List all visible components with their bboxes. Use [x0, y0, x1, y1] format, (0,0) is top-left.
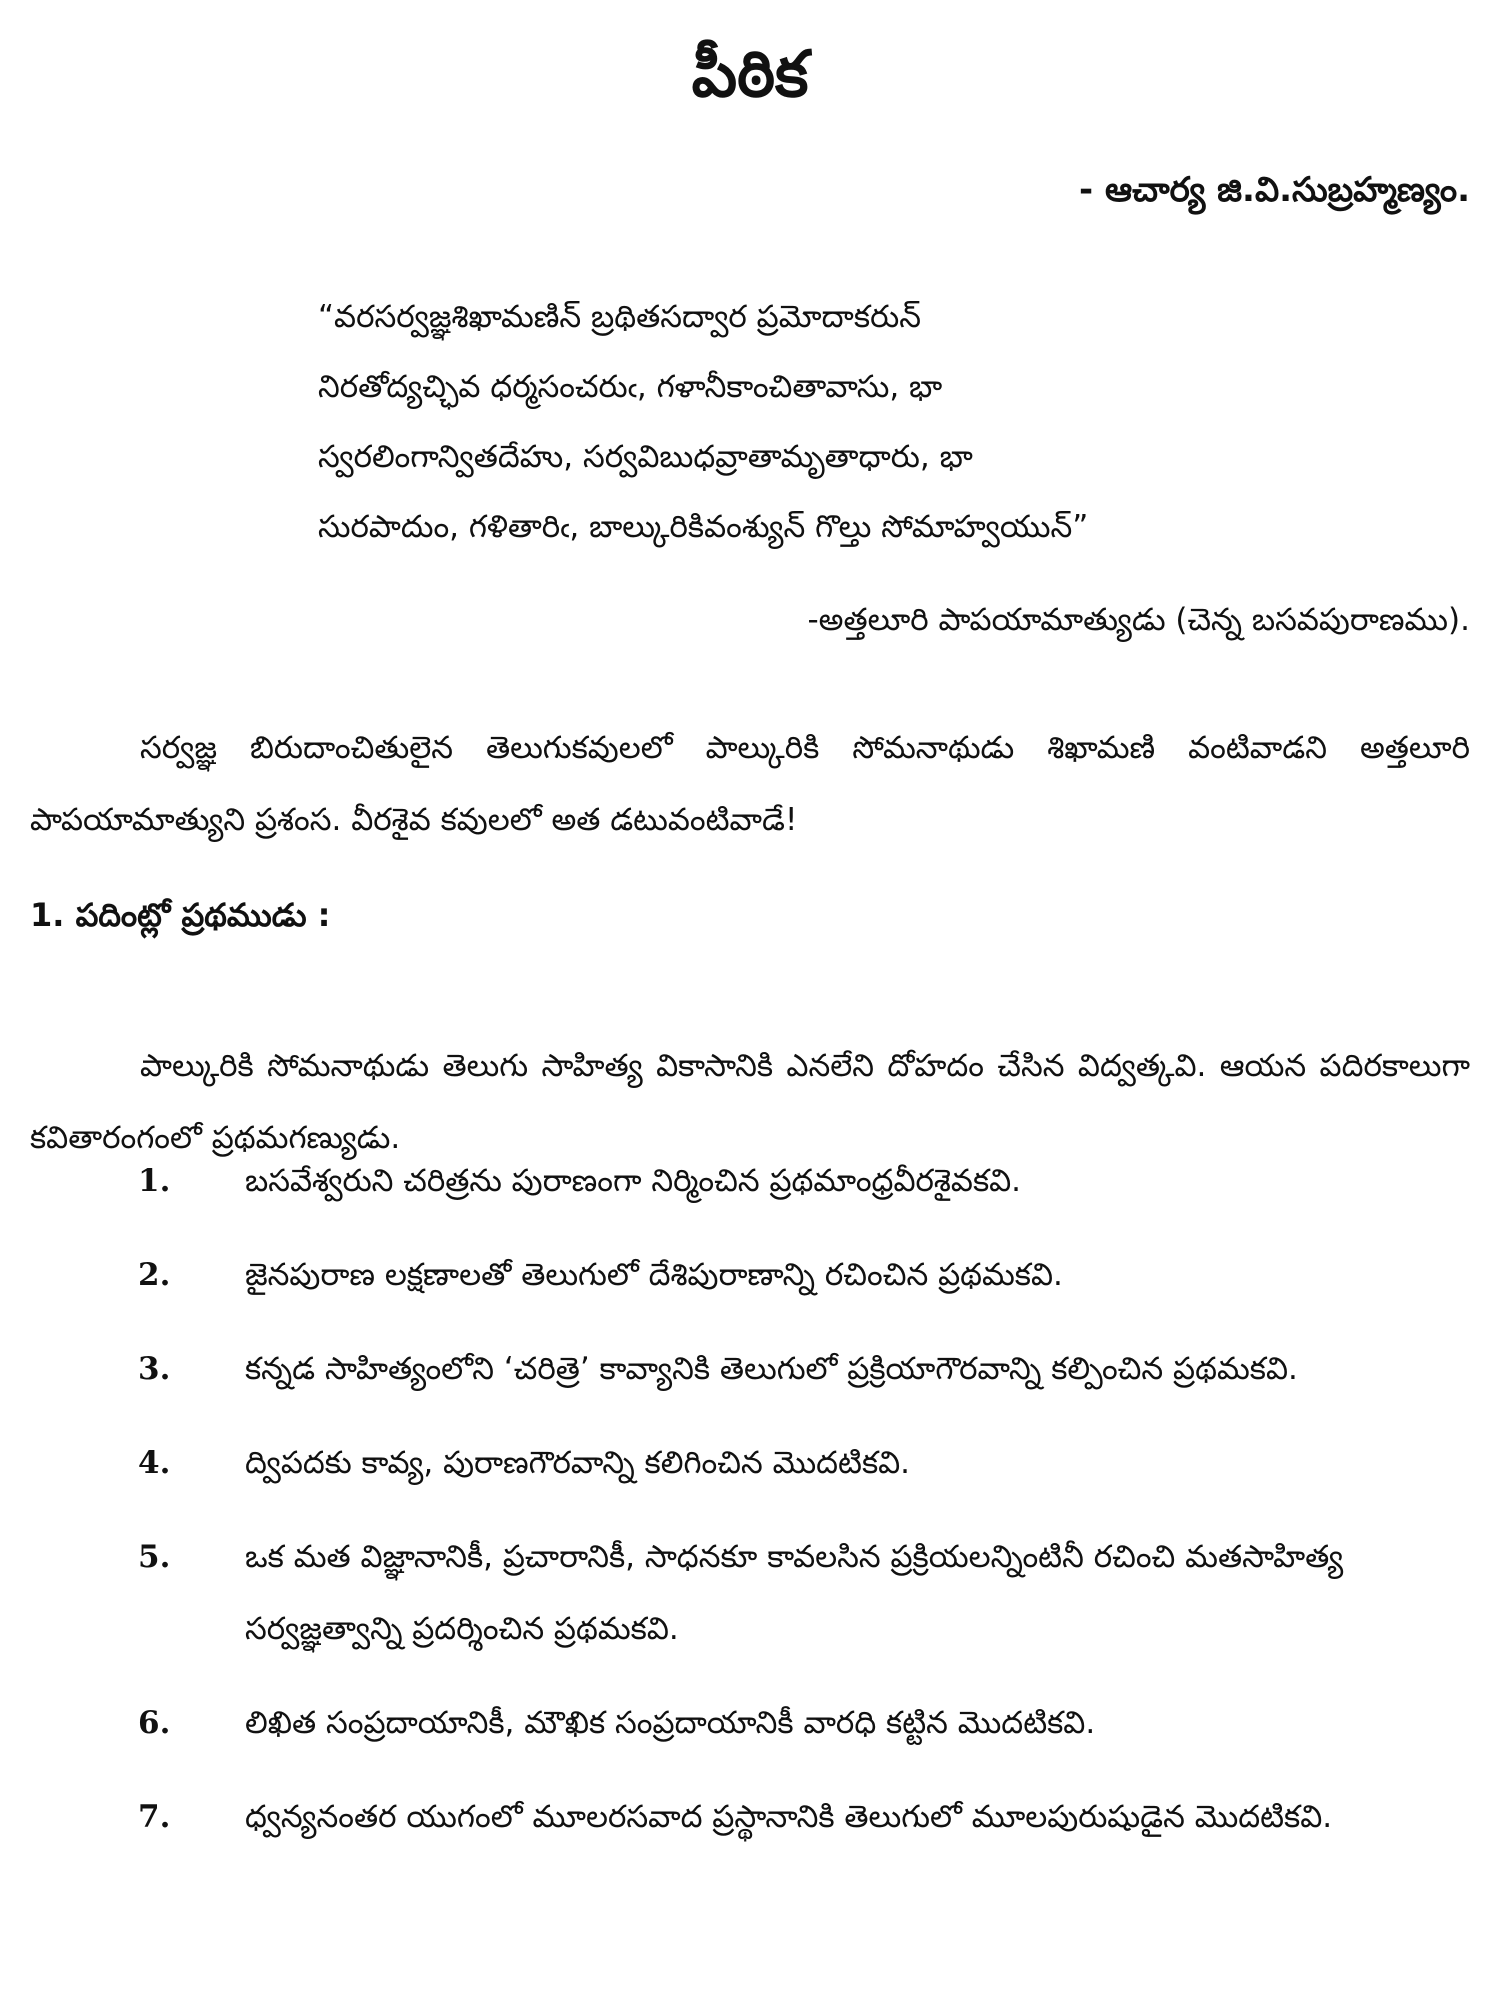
intro-paragraph-text: సర్వజ్ఞ బిరుదాంచితులైన తెలుగుకవులలో పాల్కురికి సోమనాథుడు శిఖామణి వంటివాడని అత్తలూరి పాపయామాత్యుని ప్రశంస. వీరశైవ కవులలో అత డటువంటివాడే!: [30, 730, 1470, 838]
page-title: పీఠిక: [691, 38, 809, 112]
verse-line-4: సురపాదుం, గళితారిఁ, బాల్కురికివంశ్యున్ గొల్తు సోమాహ్వయున్”: [318, 509, 1089, 545]
list-item: [0, 1427, 1500, 1499]
list-item-text: లిఖిత సంప్రదాయానికీ, మౌఖిక సంప్రదాయానికీ వారధి కట్టిన మొదటికవి.: [245, 1705, 1096, 1741]
verse-source: -అత్తలూరి పాపయామాత్యుడు (చెన్న బసవపురాణము).: [807, 602, 1470, 638]
intro-paragraph: [30, 712, 1470, 856]
list-item-text: కన్నడ సాహిత్యంలోని ‘చరిత్రె’ కావ్యానికి తెలుగులో ప్రక్రియాగౌరవాన్ని కల్పించిన ప్రథమకవి.: [245, 1351, 1298, 1387]
list-item-number: 6.: [138, 1705, 171, 1741]
verse-block: [318, 282, 1088, 562]
list-item: [0, 1333, 1500, 1405]
section-paragraph-text: పాల్కురికి సోమనాథుడు తెలుగు సాహిత్య వికాసానికి ఎనలేని దోహదం చేసిన విద్వత్కవి. ఆయన పదిరకాలుగా కవితారంగంలో ప్రథమగణ్యుడు.: [30, 1048, 1470, 1156]
verse-line-3: స్వరలింగాన్వితదేహు, సర్వవిబుధవ్రాతామృతాధారు, భా: [318, 439, 973, 475]
list-item-number: 1.: [138, 1163, 171, 1199]
list-item: [0, 1145, 1500, 1217]
list-item-text: ఒక మత విజ్ఞానానికీ, ప్రచారానికీ, సాధనకూ కావలసిన ప్రక్రియలన్నింటినీ రచించి మతసాహిత్య సర్వజ్ఞత్వాన్ని ప్రదర్శించిన ప్రథమకవి.: [245, 1539, 1344, 1647]
list-item-text: బసవేశ్వరుని చరిత్రను పురాణంగా నిర్మించిన ప్రథమాంధ్రవీరశైవకవి.: [245, 1163, 1022, 1199]
list-item-text: ద్విపదకు కావ్య, పురాణగౌరవాన్ని కలిగించిన మొదటికవి.: [245, 1445, 911, 1481]
list-item-text: ధ్వన్యనంతర యుగంలో మూలరసవాద ప్రస్థానానికి తెలుగులో మూలపురుషుడైన మొదటికవి.: [245, 1799, 1333, 1835]
verse-line-1: “వరసర్వజ్ఞశిఖామణిన్ బ్రథితసద్వార ప్రమోదాకరున్: [318, 299, 921, 335]
list-item-text: జైనపురాణ లక్షణాలతో తెలుగులో దేశిపురాణాన్ని రచించిన ప్రథమకవి.: [245, 1257, 1063, 1293]
list-item-number: 5.: [138, 1539, 171, 1575]
list-item-number: 4.: [138, 1445, 171, 1481]
section-heading: 1. పదింట్లో ప్రథముడు :: [30, 896, 331, 934]
numbered-list: [0, 1145, 1500, 1875]
list-item-number: 3.: [138, 1351, 171, 1387]
list-item-number: 7.: [138, 1799, 171, 1835]
list-item: [0, 1781, 1500, 1853]
list-item-number: 2.: [138, 1257, 171, 1293]
list-item: [0, 1687, 1500, 1759]
verse-line-2: నిరతోద్యచ్ఛివ ధర్మసంచరుఁ, గళానీకాంచితావాసు, భా: [318, 369, 943, 405]
author-line: - ఆచార్య జి.వి.సుబ్రహ్మణ్యం.: [1079, 170, 1470, 210]
list-item: [0, 1239, 1500, 1311]
list-item: [0, 1521, 1500, 1665]
